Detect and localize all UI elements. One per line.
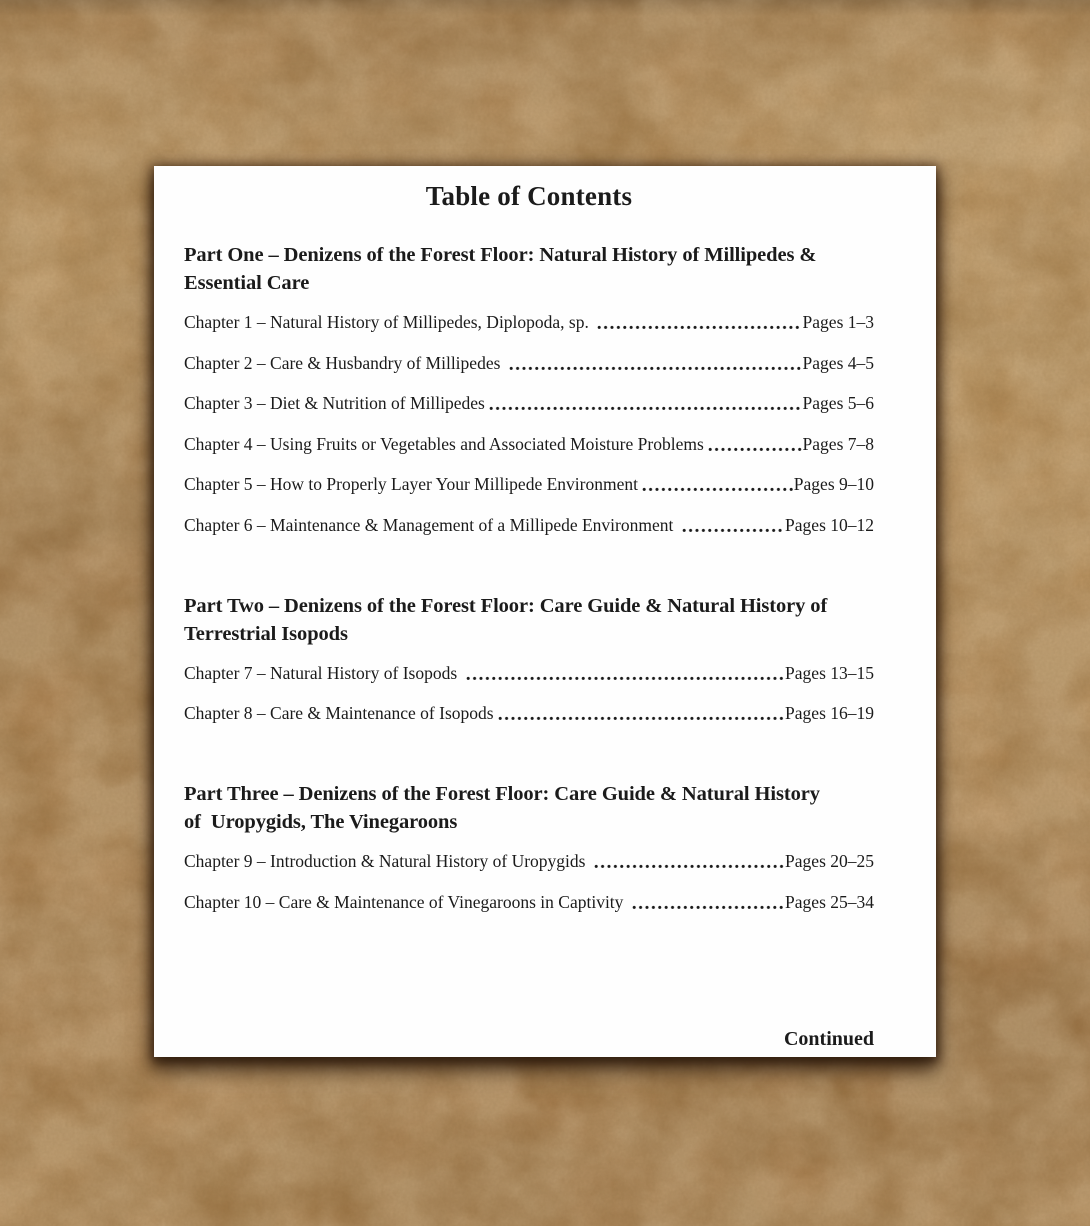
page-title: Table of Contents — [425, 181, 633, 211]
dot-leader — [466, 676, 785, 681]
dot-leader — [632, 905, 784, 910]
toc-entry-pages: Pages 13–15 — [785, 662, 874, 683]
toc-entry — [184, 433, 874, 455]
part-heading — [184, 780, 874, 836]
toc-entry-label: Chapter 1 – Natural History of Millipedes, Diplopoda, sp. — [184, 312, 594, 332]
part-heading — [184, 241, 874, 297]
toc-entry-label: Chapter 6 – Maintenance & Management of a Millipede Environment — [184, 514, 678, 535]
dot-leader — [597, 325, 801, 330]
toc-entry-pages: Pages 25–34 — [785, 891, 874, 912]
part-heading-line: Part Two – Denizens of the Forest Floor: Care Guide & Natural History of — [184, 594, 828, 617]
toc-entry — [184, 891, 874, 913]
toc-entries — [184, 311, 874, 536]
toc-entry — [184, 392, 874, 414]
toc-entry-pages: Pages 1–3 — [802, 312, 874, 332]
toc-entry-pages: Pages 7–8 — [802, 433, 874, 454]
toc-entry-label: Chapter 7 – Natural History of Isopods — [184, 662, 462, 683]
toc-entry — [184, 352, 874, 374]
toc-entry-label: Chapter 8 – Care & Maintenance of Isopods — [184, 703, 494, 723]
toc-entry-label: Chapter 10 – Care & Maintenance of Vinegaroons in Captivity — [184, 891, 628, 912]
toc-entries — [184, 850, 874, 913]
toc-entry-pages: Pages 9–10 — [793, 474, 874, 494]
part-heading-line: Part One – Denizens of the Forest Floor: Natural History of Millipedes & — [184, 244, 817, 266]
part-heading-line: Part Three – Denizens of the Forest Floor: Care Guide & Natural History — [184, 783, 820, 805]
toc-entry — [184, 702, 874, 724]
toc-section-part-one — [184, 241, 874, 536]
toc-entry-label: Chapter 5 – How to Properly Layer Your Millipede Environment — [184, 474, 638, 494]
toc-entry — [184, 850, 874, 872]
dot-leader — [509, 366, 802, 371]
dot-leader — [594, 864, 784, 869]
toc-section-part-two — [184, 592, 874, 725]
toc-entry-pages: Pages 4–5 — [802, 352, 874, 373]
part-heading-line: of Uropygids, The Vinegaroons — [184, 811, 458, 833]
toc-entry — [184, 311, 874, 333]
dot-leader — [642, 487, 793, 492]
part-heading-line: Terrestrial Isopods — [184, 622, 348, 645]
document-page — [154, 166, 936, 1057]
toc-section-part-three — [184, 780, 874, 913]
toc-entry-label: Chapter 3 – Diet & Nutrition of Millipedes — [184, 393, 485, 413]
toc-entry-label: Chapter 4 – Using Fruits or Vegetables and Associated Moisture Problems — [184, 433, 704, 454]
toc-entry-pages: Pages 5–6 — [802, 393, 874, 413]
dot-leader — [682, 528, 784, 533]
dot-leader — [708, 447, 802, 452]
toc-entry — [184, 662, 874, 684]
toc-entries — [184, 662, 874, 725]
toc-entry-label: Chapter 2 – Care & Husbandry of Millipedes — [184, 352, 505, 373]
continued-label: Continued — [783, 1028, 874, 1050]
part-heading — [184, 592, 874, 648]
toc-entry-pages: Pages 16–19 — [785, 703, 874, 723]
dot-leader — [498, 716, 784, 721]
toc-entry — [184, 514, 874, 536]
toc-entry-label: Chapter 9 – Introduction & Natural History of Uropygids — [184, 851, 590, 871]
part-heading-line: Essential Care — [184, 272, 310, 294]
toc-entry — [184, 473, 874, 495]
toc-entry-pages: Pages 20–25 — [785, 851, 874, 871]
dot-leader — [489, 406, 802, 411]
toc-entry-pages: Pages 10–12 — [785, 514, 874, 535]
